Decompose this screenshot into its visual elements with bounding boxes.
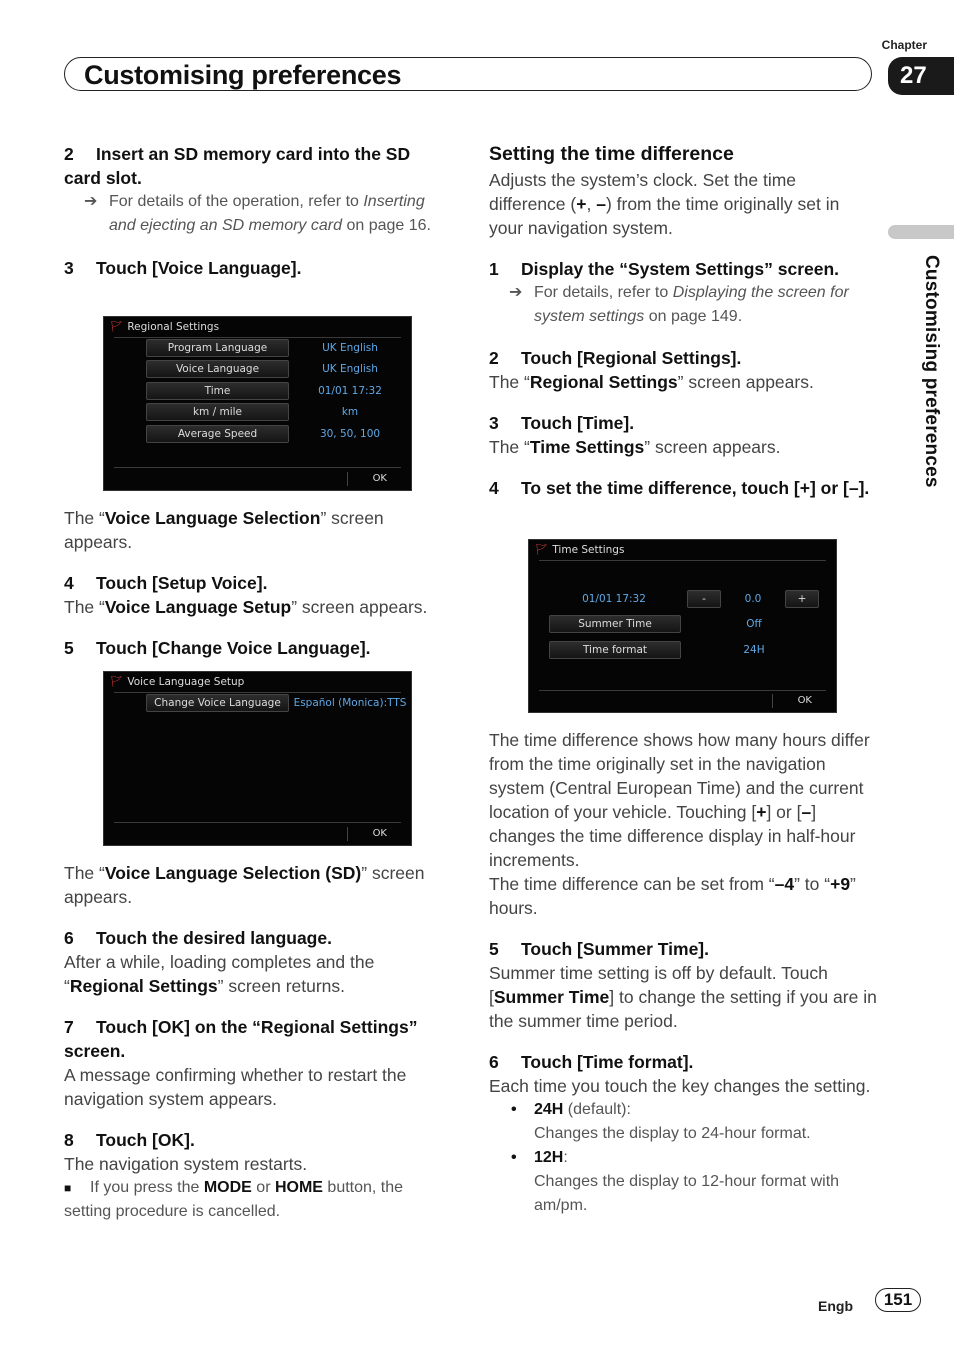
text: The “: [64, 597, 105, 617]
text-bold: 24H: [534, 1101, 564, 1118]
divider: [114, 692, 401, 693]
step-6-left: [64, 926, 449, 950]
arrow-icon: ➔: [509, 284, 523, 301]
step-text: To set the time difference, touch [+] or [–].: [521, 478, 870, 498]
page-title: Customising preferences: [84, 60, 402, 90]
step-text: Touch [OK].: [96, 1130, 195, 1150]
average-speed-button[interactable]: Average Speed: [146, 425, 289, 443]
text: ” hours.: [489, 874, 856, 918]
step-text: Touch [Setup Voice].: [96, 573, 268, 593]
text-bold: +: [576, 194, 587, 214]
clock-value: 01/01 17:32: [582, 593, 646, 605]
screen-header: [535, 543, 624, 556]
program-language-button[interactable]: Program Language: [146, 339, 289, 357]
text: ] to change the setting if you are in the summer time period.: [489, 987, 877, 1031]
text: The time difference can be set from “: [489, 874, 775, 894]
page-number: 151: [875, 1288, 921, 1312]
text-bold: +9: [830, 874, 851, 894]
step-text: Touch [Time].: [521, 413, 635, 433]
time-settings-screen: [528, 539, 837, 713]
ok-button[interactable]: OK: [797, 695, 812, 706]
text-bold: –: [596, 194, 606, 214]
note-sd-card: [64, 190, 449, 238]
step-3-right: [489, 411, 877, 435]
voice-language-selection-sd-text: [64, 861, 449, 909]
divider: [772, 694, 773, 708]
text-bold: Voice Language Setup: [104, 597, 292, 617]
note-text: on page 16.: [342, 217, 431, 234]
text: Changes the display to 24-hour format.: [534, 1125, 811, 1142]
step-number: 2: [64, 144, 74, 164]
screen-header: [110, 320, 219, 333]
cancel-note: [64, 1176, 449, 1224]
text: ] changes the time difference display in half-hour increments.: [489, 802, 856, 870]
step-text: Touch [Voice Language].: [96, 258, 302, 278]
text-bold: HOME: [274, 1179, 323, 1196]
step-text: Touch [Regional Settings].: [521, 348, 742, 368]
screen-title: Regional Settings: [127, 321, 220, 333]
time-value: 01/01 17:32: [318, 385, 382, 397]
note-text: For details of the operation, refer to: [109, 193, 364, 210]
step-4-right: [489, 476, 877, 500]
side-tab-marker: [888, 225, 954, 239]
step-3-left: [64, 256, 449, 280]
bullet-icon: •: [511, 1149, 517, 1166]
flag-icon: 🚩︎: [110, 321, 124, 333]
left-column-middle: [64, 506, 449, 660]
ok-button[interactable]: OK: [372, 828, 387, 839]
time-button[interactable]: Time: [146, 382, 289, 400]
step-number: 8: [64, 1130, 74, 1150]
voice-language-button[interactable]: Voice Language: [146, 360, 289, 378]
text: ” screen appears.: [644, 437, 781, 457]
km-mile-value: km: [341, 406, 359, 418]
summer-time-value: Off: [746, 618, 762, 630]
intro-text: [489, 168, 877, 240]
square-bullet-icon: ■: [64, 1181, 72, 1195]
bullet-24h: [489, 1098, 879, 1146]
divider: [347, 827, 348, 841]
step-text: Touch [Change Voice Language].: [96, 638, 371, 658]
text: The time difference shows how many hours differ from the time originally set in the navigation system (Central European Time) and the current location of your vehicle. Touching [: [489, 730, 870, 822]
text-bold: –4: [774, 874, 795, 894]
text: If you press the: [90, 1179, 204, 1196]
text: ] or [: [766, 802, 802, 822]
divider: [114, 337, 401, 338]
text: ” screen returns.: [217, 976, 346, 996]
text: ” screen appears.: [64, 508, 384, 552]
km-mile-button[interactable]: km / mile: [146, 403, 289, 421]
text-bold: +: [756, 802, 767, 822]
minus-button[interactable]: -: [687, 590, 721, 608]
time-difference-explanation: [489, 728, 879, 872]
step-text: Display the “System Settings” screen.: [521, 259, 840, 279]
plus-button[interactable]: +: [785, 590, 819, 608]
flag-icon: 🚩︎: [110, 676, 124, 688]
arrow-icon: ➔: [84, 193, 98, 210]
text: The “: [489, 437, 530, 457]
voice-language-value: UK English: [322, 363, 378, 375]
step-1-right: [489, 257, 877, 281]
loading-completes-text: [64, 950, 449, 998]
text-bold: MODE: [203, 1179, 252, 1196]
side-chapter-label: Customising preferences: [921, 255, 942, 488]
text: :: [563, 1149, 568, 1166]
text: ” screen appears.: [677, 372, 814, 392]
time-format-text: Each time you touch the key changes the setting.: [489, 1076, 871, 1096]
step-text: Touch the desired language.: [96, 928, 332, 948]
text: ,: [586, 194, 597, 214]
text-bold: –: [801, 802, 812, 822]
text-bold: Regional Settings: [69, 976, 218, 996]
step-2-right: [489, 346, 877, 370]
step-text: Touch [Summer Time].: [521, 939, 709, 959]
summer-time-text: [489, 961, 879, 1033]
text-bold: Voice Language Selection (SD): [104, 863, 362, 883]
screen-header: [110, 675, 244, 688]
step-number: 5: [64, 638, 74, 658]
text: The “: [489, 372, 530, 392]
step-text: Touch [OK] on the “Regional Settings” screen.: [64, 1017, 418, 1061]
voice-language-value: Español (Monica):TTS: [293, 697, 407, 709]
time-difference-range: [489, 872, 879, 920]
step-2-left: [64, 142, 449, 190]
flag-icon: 🚩︎: [535, 544, 549, 556]
step-number: 2: [489, 348, 499, 368]
text: ” screen appears.: [64, 863, 425, 907]
voice-language-setup-screen: [103, 671, 412, 846]
xref-link[interactable]: Displaying the screen for system settings: [534, 284, 849, 325]
divider: [539, 690, 826, 691]
divider: [114, 822, 401, 823]
regional-settings-text: [489, 370, 877, 394]
screen-title: Time Settings: [552, 544, 625, 556]
ok-button[interactable]: OK: [372, 473, 387, 484]
step-text: Insert an SD memory card into the SD card slot.: [64, 144, 411, 188]
bullet-icon: •: [511, 1101, 517, 1118]
bullet-12h: [489, 1146, 879, 1218]
text: ” screen appears.: [291, 597, 428, 617]
chapter-number-badge: 27: [888, 57, 954, 95]
step-number: 4: [64, 573, 74, 593]
time-format-value: 24H: [743, 644, 765, 656]
step-8-left: [64, 1128, 449, 1152]
step-number: 3: [489, 413, 499, 433]
text: Summer time setting is off by default. Touch [: [489, 963, 828, 1007]
time-format-button[interactable]: Time format: [549, 641, 681, 659]
regional-settings-screen: [103, 316, 412, 491]
step-number: 7: [64, 1017, 74, 1037]
right-column-bottom: [489, 728, 879, 1218]
text: button, the setting procedure is cancelled.: [64, 1179, 404, 1220]
average-speed-value: 30, 50, 100: [319, 428, 381, 440]
step-number: 4: [489, 478, 499, 498]
step-text: Touch [Time format].: [521, 1052, 694, 1072]
time-settings-text: [489, 435, 877, 459]
xref-link[interactable]: Inserting and ejecting an SD memory card: [109, 193, 425, 234]
text: ) from the time originally set in your navigation system.: [489, 194, 840, 238]
text: The “: [64, 508, 105, 528]
language-code: Engb: [818, 1298, 853, 1314]
text: The “: [64, 863, 105, 883]
left-column: [64, 140, 449, 280]
step-number: 6: [64, 928, 74, 948]
text-bold: Regional Settings: [529, 372, 678, 392]
step-number: 6: [489, 1052, 499, 1072]
change-voice-language-button[interactable]: Change Voice Language: [146, 694, 289, 712]
step-5-left: [64, 636, 449, 660]
screen-title: Voice Language Setup: [127, 676, 245, 688]
chapter-label: Chapter: [881, 38, 927, 52]
step-number: 5: [489, 939, 499, 959]
left-column-bottom: [64, 861, 449, 1224]
text: (default):: [563, 1101, 631, 1118]
time-difference-value: 0.0: [744, 593, 762, 605]
step-number: 3: [64, 258, 74, 278]
step-5-right: [489, 937, 879, 961]
text: Changes the display to 12-hour format with am/pm.: [534, 1173, 840, 1214]
text: Adjusts the system’s clock. Set the time difference (: [489, 170, 797, 214]
divider: [347, 472, 348, 486]
text-bold: Time Settings: [529, 437, 645, 457]
text-bold: 12H: [534, 1149, 564, 1166]
divider: [539, 560, 826, 561]
right-column: [489, 142, 877, 500]
text: After a while, loading completes and the “: [64, 952, 375, 996]
text-bold: Summer Time: [493, 987, 610, 1007]
voice-language-setup-text: [64, 595, 449, 619]
note-system-settings: [489, 281, 877, 329]
section-heading: Setting the time difference: [489, 143, 734, 165]
step-number: 1: [489, 259, 499, 279]
text: or: [251, 1179, 275, 1196]
summer-time-button[interactable]: Summer Time: [549, 615, 681, 633]
step-4-left: [64, 571, 449, 595]
note-text: on page 149.: [644, 308, 743, 325]
step-7-left: [64, 1015, 449, 1063]
note-text: For details, refer to: [534, 284, 673, 301]
voice-language-selection-text: [64, 506, 449, 554]
text-bold: Voice Language Selection: [104, 508, 321, 528]
confirm-message-text: A message confirming whether to restart the navigation system appears.: [64, 1065, 407, 1109]
text: ” to “: [794, 874, 831, 894]
restart-text: The navigation system restarts.: [64, 1154, 308, 1174]
divider: [114, 467, 401, 468]
step-6-right: [489, 1050, 879, 1074]
program-language-value: UK English: [322, 342, 378, 354]
